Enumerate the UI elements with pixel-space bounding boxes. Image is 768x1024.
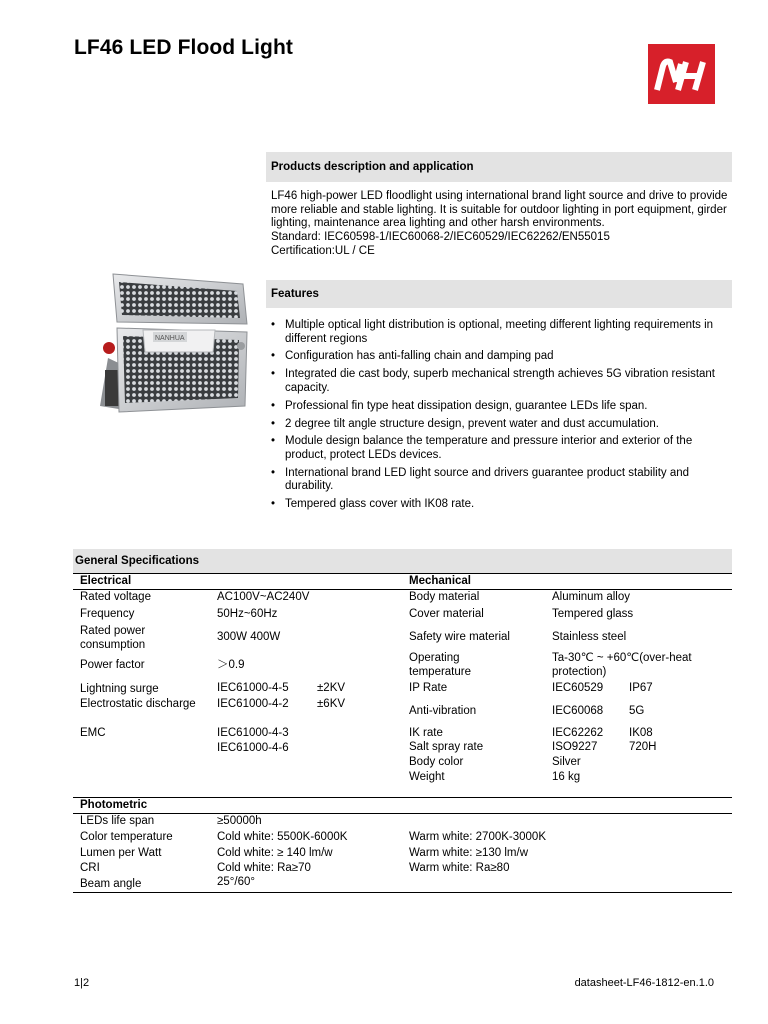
list-item: • Configuration has anti-falling chain and damping pad [271, 350, 554, 363]
spec-label: IP Rate [409, 682, 448, 694]
spec-value: 50Hz~60Hz [217, 608, 278, 620]
features-heading: Features [266, 280, 732, 308]
page-title: LF46 LED Flood Light [74, 36, 293, 59]
spec-label: Rated voltage [80, 591, 151, 603]
nanhua-logo-icon [648, 44, 715, 104]
spec-label: Rated power consumption [80, 625, 146, 651]
spec-value: IEC61000-4-6 [217, 742, 289, 754]
divider [73, 813, 732, 814]
spec-label: Weight [409, 771, 445, 783]
spec-label: Lightning surge [80, 683, 159, 695]
description-text: LF46 high-power LED floodlight using international brand light source and drive to provide more reliable and stable lighting. It is suitable for outdoor lighting in port equipment, girder lighting, maintenance area lighting and other harsh environments. [271, 190, 728, 230]
spec-label: Frequency [80, 608, 135, 620]
spec-value: Cold white: Ra≥70 [217, 862, 311, 874]
spec-value: Warm white: Ra≥80 [409, 862, 510, 874]
spec-value: 300W 400W [217, 631, 281, 643]
spec-value: Cold white: ≥ 140 lm/w [217, 847, 333, 859]
list-item: • 2 degree tilt angle structure design, prevent water and dust accumulation. [271, 417, 659, 430]
list-item: • Professional fin type heat dissipation design, guarantee LEDs life span. [271, 399, 648, 412]
divider [73, 573, 732, 574]
list-item: • Tempered glass cover with IK08 rate. [271, 498, 475, 511]
spec-value: IEC61000-4-3 [217, 727, 289, 739]
description-heading: Products description and application [266, 152, 732, 182]
spec-value: 5G [629, 705, 645, 717]
spec-value: 25°/60° [217, 876, 255, 888]
electrical-heading: Electrical [80, 575, 132, 587]
photometric-heading: Photometric [80, 799, 148, 811]
product-image [95, 266, 255, 416]
spec-label: Safety wire material [409, 631, 510, 643]
page-number: 1|2 [74, 977, 90, 989]
spec-label: Body material [409, 591, 480, 603]
spec-label: LEDs life span [80, 815, 155, 827]
features-list [271, 319, 733, 516]
spec-value: IEC61000-4-2 [217, 698, 289, 710]
spec-value: Warm white: 2700K-3000K [409, 831, 547, 843]
spec-label: Beam angle [80, 878, 142, 890]
spec-label: Salt spray rate [409, 741, 484, 753]
spec-value: ISO9227 [552, 741, 598, 753]
list-item: • Integrated die cast body, superb mechanical strength achieves 5G vibration resistant capacity. [271, 368, 715, 394]
spec-value: IEC61000-4-5 [217, 682, 289, 694]
spec-label: CRI [80, 862, 100, 874]
spec-value: Stainless steel [552, 631, 627, 643]
spec-value: Tempered glass [552, 608, 634, 620]
spec-value: 16 kg [552, 771, 581, 783]
product-badge-text: NANHUA [155, 335, 185, 342]
spec-label: Anti-vibration [409, 705, 477, 717]
document-id: datasheet-LF46-1812-en.1.0 [574, 977, 714, 989]
list-item: • Multiple optical light distribution is optional, meeting different lighting requirements in different regions [271, 319, 714, 345]
certification-text: Certification:UL / CE [271, 244, 375, 257]
spec-label: Lumen per Watt [80, 847, 162, 859]
spec-value: Ta-30℃ ~ +60℃(over-heat protection) [552, 652, 692, 678]
specs-heading: General Specifications [73, 549, 732, 573]
spec-value: IP67 [629, 682, 653, 694]
spec-value: IEC60068 [552, 705, 604, 717]
spec-label: IK rate [409, 727, 443, 739]
list-item: • Module design balance the temperature and pressure interior and exterior of the product, protect LEDs devices. [271, 435, 693, 461]
spec-value: ＞0.9 [217, 659, 245, 671]
spec-value: 720H [629, 741, 657, 753]
spec-value: Cold white: 5500K-6000K [217, 831, 348, 843]
divider [73, 892, 732, 893]
spec-value: Warm white: ≥130 lm/w [409, 847, 528, 859]
spec-value: Aluminum alloy [552, 591, 630, 603]
spec-label: EMC [80, 727, 106, 739]
spec-value: AC100V~AC240V [217, 591, 310, 603]
spec-value: IK08 [629, 727, 653, 739]
divider [73, 589, 732, 590]
description-block [271, 190, 731, 259]
spec-label: Operating temperature [409, 652, 472, 678]
divider [73, 797, 732, 798]
list-item: • International brand LED light source and drivers guarantee product stability and durability. [271, 466, 690, 493]
standard-text: Standard: IEC60598-1/IEC60068-2/IEC60529/IEC62262/EN55015 [271, 231, 610, 244]
spec-value: ±6KV [317, 698, 346, 710]
spec-label: Body color [409, 756, 464, 768]
spec-value: IEC62262 [552, 727, 604, 739]
spec-label: Color temperature [80, 831, 173, 843]
spec-value: ≥50000h [217, 815, 262, 827]
mechanical-heading: Mechanical [409, 575, 471, 587]
spec-label: Cover material [409, 608, 484, 620]
spec-value: IEC60529 [552, 682, 604, 694]
spec-label: Electrostatic discharge [80, 698, 196, 710]
spec-value: Silver [552, 756, 581, 768]
spec-label: Power factor [80, 659, 145, 671]
spec-value: ±2KV [317, 682, 346, 694]
